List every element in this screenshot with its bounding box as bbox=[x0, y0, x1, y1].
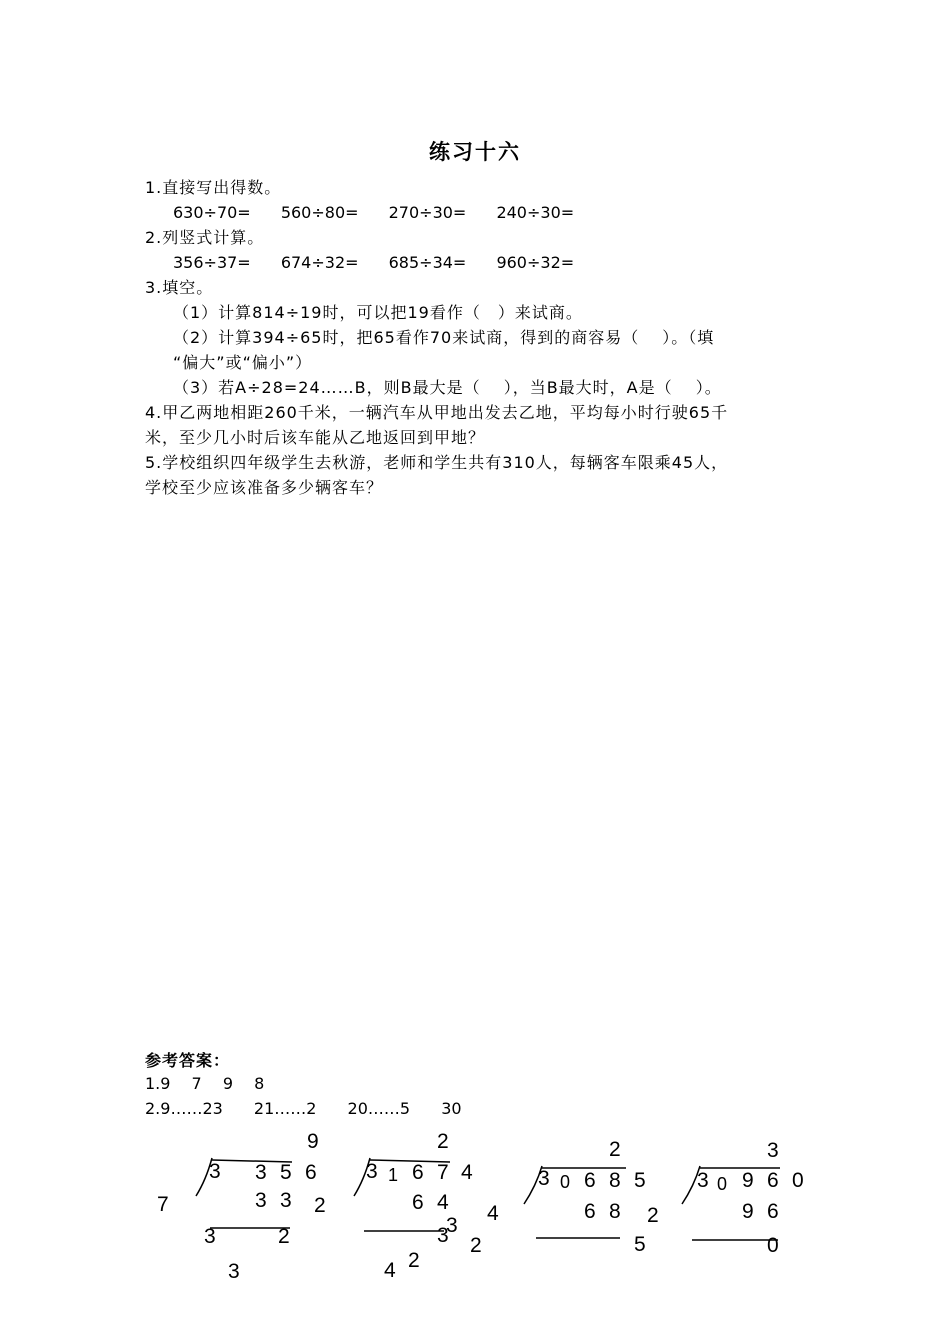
q1-heading: 1.直接写出得数。 bbox=[145, 178, 282, 197]
q2-heading: 2.列竖式计算。 bbox=[145, 228, 265, 247]
ld-digit: 3 bbox=[437, 1224, 449, 1247]
ld-digit: 9 bbox=[742, 1169, 754, 1192]
ld-digit: 4 bbox=[487, 1202, 499, 1225]
ld-digit: 6 bbox=[412, 1191, 424, 1214]
ld-digit: 3 bbox=[255, 1189, 267, 1212]
answer-value: 20……5 bbox=[347, 1099, 411, 1118]
ld-digit: 0 bbox=[792, 1169, 804, 1192]
ld-digit: 9 bbox=[307, 1130, 319, 1153]
ld-digit: 7 bbox=[437, 1161, 449, 1184]
q4-line2: 米，至少几小时后该车能从乙地返回到甲地？ bbox=[145, 428, 486, 447]
ld-digit: 9 bbox=[742, 1200, 754, 1223]
answer-value: 8 bbox=[254, 1074, 265, 1093]
ld-digit: 1 bbox=[388, 1165, 399, 1185]
ld-digit: 3 bbox=[209, 1160, 221, 1183]
ld-digit: 5 bbox=[634, 1233, 646, 1256]
page-title: 练习十六 bbox=[429, 140, 521, 164]
ld-digit: 2 bbox=[437, 1130, 449, 1153]
ld-digit: 3 bbox=[446, 1214, 458, 1237]
q3-part1: （1）计算814÷19时，可以把19看作（ ）来试商。 bbox=[173, 303, 583, 322]
q3-part3: （3）若A÷28=24……B，则B最大是（ ），当B最大时，A是（ ）。 bbox=[173, 378, 722, 397]
q3-part2-line2: “偏大”或“偏小”） bbox=[173, 353, 313, 372]
ld-digit: 0 bbox=[717, 1174, 728, 1194]
ld-digit: 5 bbox=[634, 1169, 646, 1192]
ld-digit: 3 bbox=[228, 1260, 240, 1283]
q4-line1: 4.甲乙两地相距260千米，一辆汽车从甲地出发去乙地，平均每小时行驶65千 bbox=[145, 403, 729, 422]
ld-digit: 3 bbox=[366, 1160, 378, 1183]
ld-digit: 4 bbox=[461, 1161, 473, 1184]
ld-digit: 0 bbox=[560, 1172, 571, 1192]
ld-digit: 2 bbox=[314, 1194, 326, 1217]
q5-line2: 学校至少应该准备多少辆客车？ bbox=[145, 478, 384, 497]
ld-digit: 6 bbox=[305, 1161, 317, 1184]
ld-digit: 8 bbox=[609, 1200, 621, 1223]
q2-item: 674÷32= bbox=[280, 253, 359, 272]
q1-item: 630÷70= bbox=[173, 203, 251, 222]
q3-part2-line1: （2）计算394÷65时，把65看作70来试商，得到的商容易（ ）。（填 bbox=[173, 328, 715, 347]
q3-heading: 3.填空。 bbox=[145, 278, 214, 297]
ld-digit: 6 bbox=[767, 1169, 779, 1192]
ld-digit: 2 bbox=[408, 1249, 420, 1272]
ld-digit: 3 bbox=[538, 1167, 550, 1190]
answer-value: 1.9 bbox=[145, 1074, 171, 1093]
ld-digit: 2 bbox=[609, 1138, 621, 1161]
answer-value: 21……2 bbox=[253, 1099, 317, 1118]
ld-digit: 2 bbox=[470, 1234, 482, 1257]
ld-digit: 0 bbox=[767, 1234, 779, 1257]
ld-digit: 4 bbox=[384, 1259, 396, 1282]
answers-title: 参考答案： bbox=[145, 1051, 231, 1070]
ld-digit: 6 bbox=[767, 1200, 779, 1223]
answer-value: 30 bbox=[441, 1099, 462, 1118]
ld-digit: 3 bbox=[767, 1139, 779, 1162]
ld-digit: 6 bbox=[584, 1200, 596, 1223]
q2-item: 960÷32= bbox=[496, 253, 575, 272]
ld-digit: 2 bbox=[647, 1204, 659, 1227]
ld-digit: 8 bbox=[609, 1169, 621, 1192]
q1-item: 560÷80= bbox=[280, 203, 359, 222]
answer-value: 7 bbox=[191, 1074, 202, 1093]
ld-digit: 5 bbox=[280, 1161, 292, 1184]
q2-item: 685÷34= bbox=[388, 253, 467, 272]
ld-digit: 4 bbox=[437, 1191, 449, 1214]
ld-digit: 3 bbox=[255, 1161, 267, 1184]
answer-value: 2.9……23 bbox=[145, 1099, 223, 1118]
q2-item: 356÷37= bbox=[173, 253, 251, 272]
ld-digit: 6 bbox=[584, 1169, 596, 1192]
ld-digit: 3 bbox=[204, 1225, 216, 1248]
ld-digit: 6 bbox=[412, 1161, 424, 1184]
ld-digit: 7 bbox=[157, 1193, 169, 1216]
answer-value: 9 bbox=[222, 1074, 234, 1093]
q1-item: 240÷30= bbox=[496, 203, 575, 222]
ld-digit: 3 bbox=[280, 1189, 292, 1212]
q1-item: 270÷30= bbox=[388, 203, 467, 222]
q5-line1: 5.学校组织四年级学生去秋游，老师和学生共有310人，每辆客车限乘45人， bbox=[145, 453, 729, 472]
ld-digit: 3 bbox=[697, 1169, 709, 1192]
ld-digit: 2 bbox=[278, 1225, 290, 1248]
